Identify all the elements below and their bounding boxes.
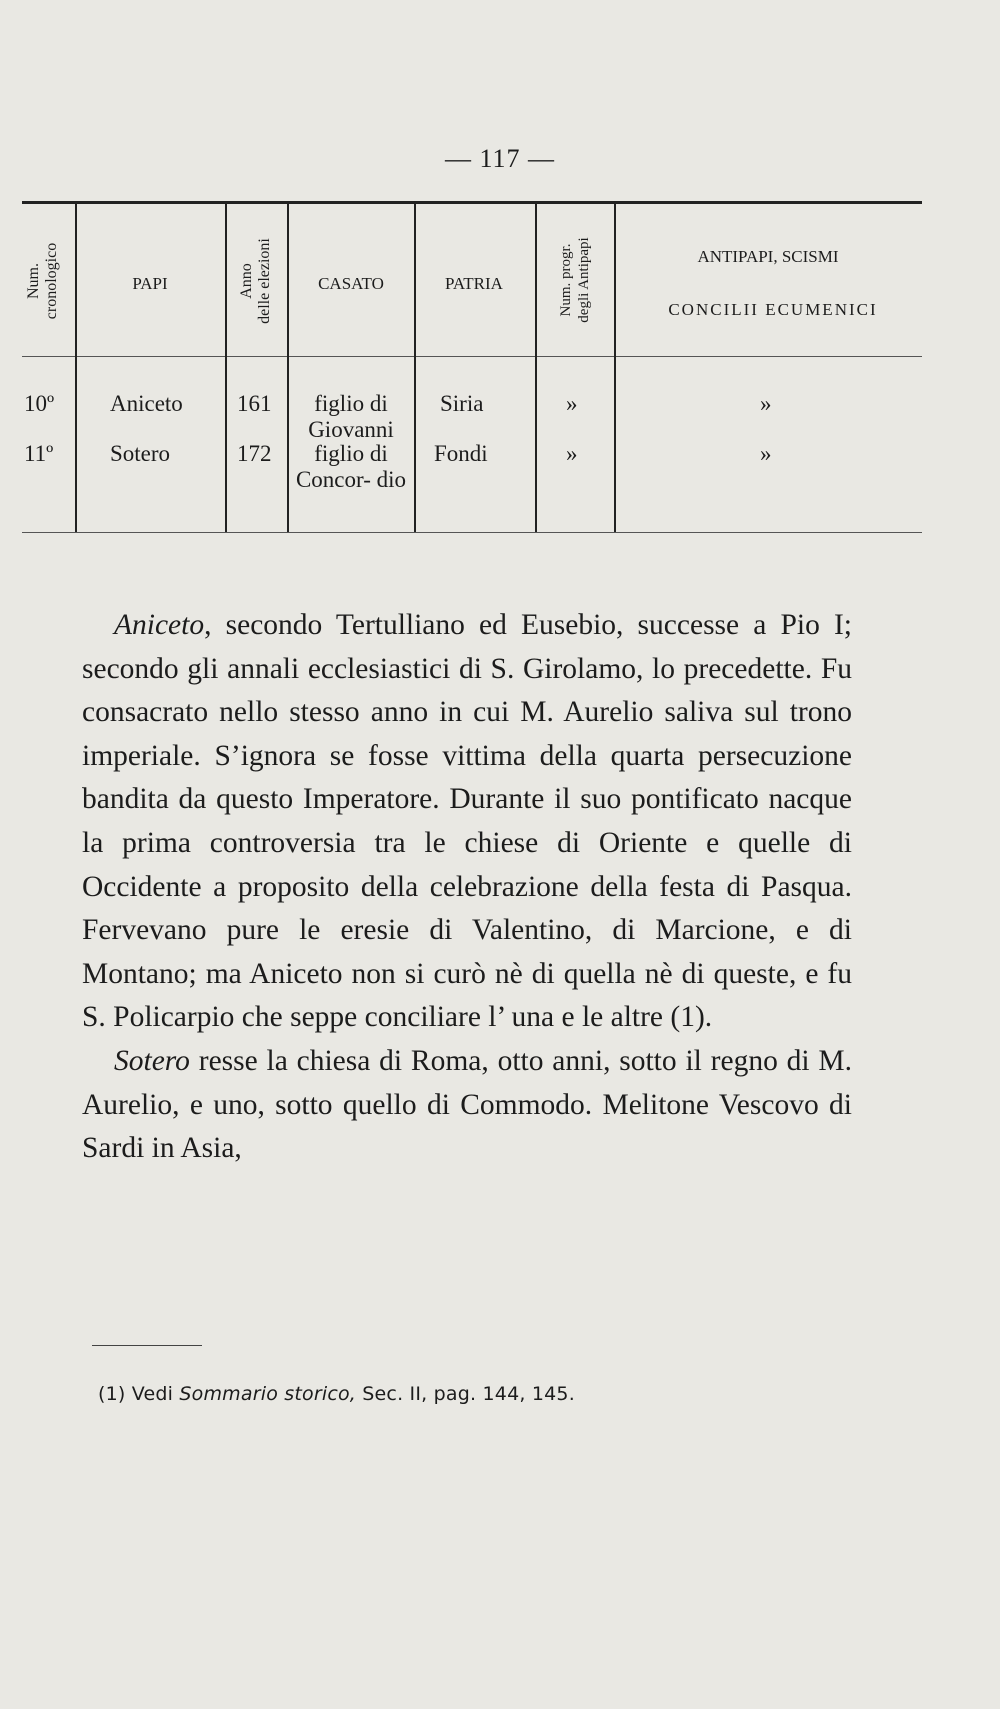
row-num-antipapi: » <box>566 391 578 416</box>
row-patria: Siria <box>440 391 484 416</box>
table-header-rule <box>22 356 922 357</box>
row-patria: Fondi <box>434 441 488 466</box>
row-concili: » <box>760 441 772 466</box>
header-patria: PATRIA <box>445 274 503 293</box>
paragraph-aniceto <box>82 604 852 1040</box>
page-number: — 117 — <box>444 144 556 173</box>
paragraph-sotero <box>82 1040 852 1171</box>
header-casato: CASATO <box>318 274 384 293</box>
body-text <box>82 604 852 1171</box>
row-num-antipapi: » <box>566 441 578 466</box>
footnote-title: Sommario storico, <box>179 1383 357 1405</box>
footnote-suffix: Sec. II, pag. 144, 145. <box>356 1383 575 1405</box>
header-num-cronologico: Num. cronologico <box>25 242 60 320</box>
row-num: 11º <box>24 441 54 466</box>
row-casato: figlio di Giovanni <box>308 391 394 442</box>
header-antipapi-line1: ANTIPAPI, SCISMI <box>697 247 839 266</box>
row-papa: Sotero <box>110 441 171 466</box>
col-divider <box>75 204 77 532</box>
row-concili: » <box>760 391 772 416</box>
aniceto-name: Aniceto <box>114 609 205 641</box>
table-bottom-rule <box>22 532 922 533</box>
col-divider <box>287 204 289 532</box>
col-divider <box>535 204 537 532</box>
header-anno-elezioni: Anno delle elezioni <box>238 238 273 324</box>
sotero-text: resse la chiesa di Roma, otto anni, sotto il regno di M. Aurelio, e uno, sotto quello di Commodo. Melitone Vescovo di Sardi in Asia, <box>82 1044 852 1165</box>
header-antipapi-line2: CONCILII ECUMENICI <box>668 300 878 319</box>
row-anno: 161 <box>237 391 272 416</box>
row-num: 10º <box>24 391 55 416</box>
sotero-name: Sotero <box>114 1044 190 1077</box>
col-divider <box>614 204 616 532</box>
row-casato: figlio di Concor- dio <box>295 441 407 492</box>
header-num-antipapi: Num. progr. degli Antipapi <box>558 237 592 323</box>
header-papi: PAPI <box>132 274 168 293</box>
col-divider <box>225 204 227 532</box>
table-top-rule <box>22 201 922 204</box>
row-anno: 172 <box>237 441 272 466</box>
footnote <box>98 1383 575 1405</box>
col-divider <box>414 204 416 532</box>
footnote-prefix: (1) Vedi <box>98 1383 180 1405</box>
footnote-divider <box>92 1345 202 1346</box>
row-papa: Aniceto <box>110 391 183 416</box>
aniceto-text: , secondo Tertulliano ed Eusebio, successe a Pio I; secondo gli annali ecclesiastici di S. Girolamo, lo precedette. Fu consacrato nello stesso anno in cui M. Aurelio saliva sul trono imperiale. S’ignora se fosse vittima della quarta persecuzione bandita da questo Imperatore. Durante il suo pontificato nacque la prima controversia tra le chiese di Oriente e quelle di Occidente a proposito della celebrazione della festa di Pasqua. Fervevano pure le eresie di Valentino, di Marcione, e di Montano; ma Aniceto non si curò nè di quella nè di queste, e fu S. Policarpio che seppe conciliare l’ una e le altre (1). <box>82 609 852 1034</box>
